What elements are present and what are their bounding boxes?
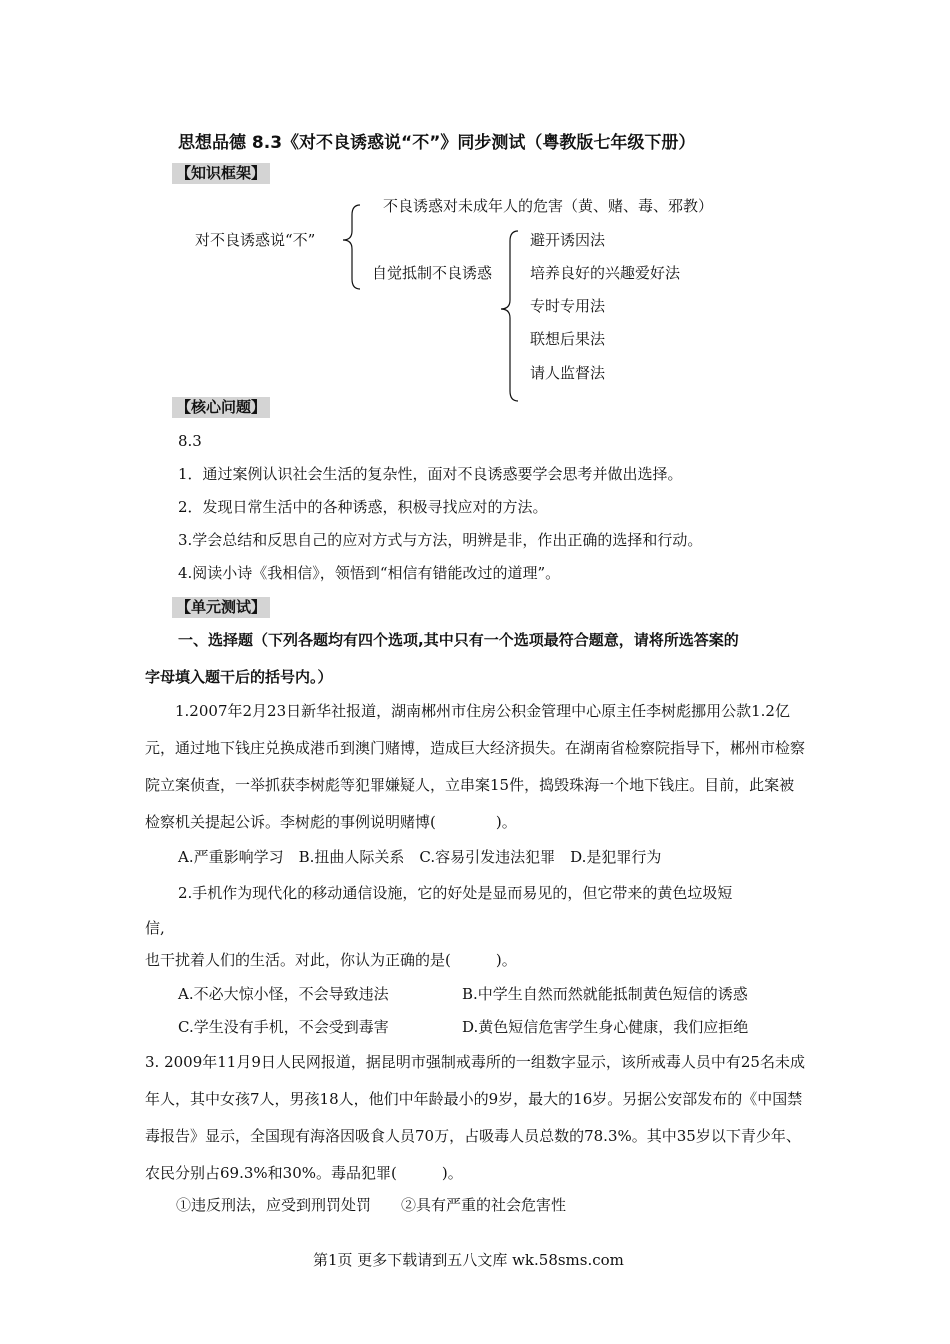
method-item: 专时专用法 [530,297,606,315]
core-item: 2．发现日常生活中的各种诱惑，积极寻找应对的方法。 [178,498,548,516]
question-2-option-c: C.学生没有手机，不会受到毒害 [178,1018,389,1036]
question-3: 3. 2009年11月9日人民网报道，据昆明市强制戒毒所的一组数字显示，该所戒毒人员中有25名未成年人，其中女孩7人，男孩18人，他们中年龄最小的9岁，最大的16岁。另据公安部发布的《中国禁毒报告》显示，全国现有海洛因吸食人员70万，占吸毒人员总数的78.3%。其中35岁以下青少年、农民分别占69.3%和30%。毒品犯罪( )。 [145,1053,805,1182]
section-instructions: 一、选择题（下列各题均有四个选项,其中只有一个选项最符合题意，请将所选答案的 [178,631,739,649]
page-footer: 第1页 更多下载请到五八文库 wk.58sms.com [313,1251,624,1269]
method-item: 请人监督法 [530,364,606,382]
core-section-number: 8.3 [178,432,202,450]
question-3-options: ①违反刑法，应受到刑罚处罚 ②具有严重的社会危害性 [176,1196,567,1214]
core-heading: 【核心问题】 [172,397,270,418]
right-brace [501,231,518,401]
core-item: 4.阅读小诗《我相信》，领悟到“相信有错能改过的道理”。 [178,564,561,582]
question-1-options: A.严重影响学习 B.扭曲人际关系 C.容易引发违法犯罪 D.是犯罪行为 [178,848,662,866]
question-2-cont: 也干扰着人们的生活。对此，你认为正确的是( )。 [145,951,517,969]
left-brace [343,205,360,289]
question-2-option-a: A.不必大惊小怪，不会导致违法 [178,985,389,1003]
method-item: 避开诱因法 [530,231,606,249]
question-2-cont: 信, [145,919,165,937]
framework-heading: 【知识框架】 [172,163,270,184]
framework-branch-harm: 不良诱惑对未成年人的危害（黄、赌、毒、邪教） [383,197,714,215]
page-title: 思想品德 8.3《对不良诱惑说“不”》同步测试（粤教版七年级下册） [178,133,696,153]
framework-branch-resist: 自觉抵制不良诱惑 [372,264,493,282]
question-2-option-b: B.中学生自然而然就能抵制黄色短信的诱惑 [462,985,748,1003]
core-item: 1．通过案例认识社会生活的复杂性，面对不良诱惑要学会思考并做出选择。 [178,465,683,483]
question-2-option-d: D.黄色短信危害学生身心健康，我们应拒绝 [462,1018,749,1036]
method-item: 联想后果法 [530,330,606,348]
core-item: 3.学会总结和反思自己的应对方式与方法，明辨是非，作出正确的选择和行动。 [178,531,703,549]
question-2: 2.手机作为现代化的移动通信设施，它的好处是显而易见的，但它带来的黄色垃圾短 [178,884,733,902]
framework-root: 对不良诱惑说“不” [195,231,316,249]
question-1: 1.2007年2月23日新华社报道，湖南郴州市住房公积金管理中心原主任李树彪挪用公款1.2亿元，通过地下钱庄兑换成港币到澳门赌博，造成巨大经济损失。在湖南省检察院指导下，郴州市检察院立案侦查，一举抓获李树彪等犯罪嫌疑人，立串案15件，捣毁珠海一个地下钱庄。目前，此案被检察机关提起公诉。李树彪的事例说明赌博( )。 [145,702,806,831]
test-heading: 【单元测试】 [172,597,270,618]
section-instructions-cont: 字母填入题干后的括号内。） [145,668,333,686]
method-item: 培养良好的兴趣爱好法 [530,264,681,282]
